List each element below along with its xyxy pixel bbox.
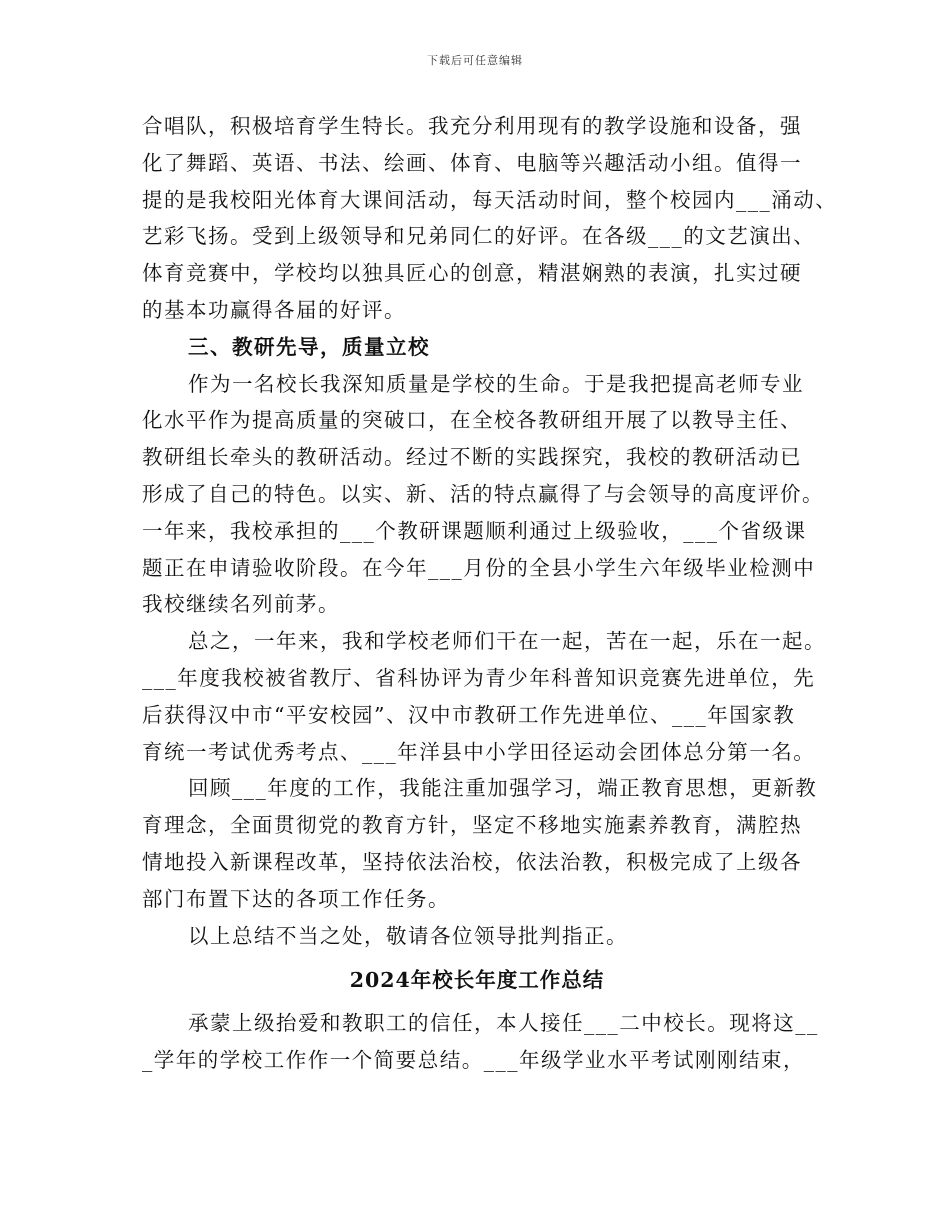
section-heading: 三、教研先导，质量立校 xyxy=(188,334,430,359)
text-line: 承蒙上级抬爱和教职工的信任，本人接任___二中校长。现将这__ xyxy=(188,1011,819,1036)
text-line: 育理念，全面贯彻党的教育方针，坚定不移地实施素养教育，满腔热 xyxy=(142,813,802,838)
text-line: 回顾___年度的工作，我能注重加强学习，端正教育思想，更新教 xyxy=(188,776,818,801)
text-line: 的基本功赢得各届的好评。 xyxy=(142,297,406,322)
paragraph-closing xyxy=(142,918,812,955)
text-line: 作为一名校长我深知质量是学校的生命。于是我把提高老师专业 xyxy=(188,371,804,396)
paragraph-extracurricular xyxy=(142,108,838,329)
text-line: 情地投入新课程改革，坚持依法治校，依法治教，积极完成了上级各 xyxy=(142,849,802,874)
text-line: ___年度我校被省教厅、省科协评为青少年科普知识竞赛先进单位，先 xyxy=(142,665,816,690)
text-line: 育统一考试优秀考点、___年洋县中小学田径运动会团体总分第一名。 xyxy=(142,739,816,764)
text-line: 化了舞蹈、英语、书法、绘画、体育、电脑等兴趣活动小组。值得一 xyxy=(142,150,802,175)
text-line: 我校继续名列前茅。 xyxy=(142,592,340,617)
text-line: 艺彩飞扬。受到上级领导和兄弟同仁的好评。在各级___的文艺演出、 xyxy=(142,224,816,249)
header-note: 下载后可任意编辑 xyxy=(427,54,523,67)
text-line: 一年来，我校承担的___个教研课题顺利通过上级验收，___个省级课 xyxy=(142,518,807,543)
paragraph-review xyxy=(142,770,818,917)
text-line: 以上总结不当之处，敬请各位领导批判指正。 xyxy=(188,923,628,948)
document-body xyxy=(142,108,838,1079)
text-line: 后获得汉中市“平安校园”、汉中市教研工作先进单位、___年国家教 xyxy=(142,702,796,727)
text-line: 体育竞赛中，学校均以独具匠心的创意，精湛娴熟的表演，扎实过硬 xyxy=(142,261,802,286)
paragraph-teaching-research xyxy=(142,366,824,624)
text-line: 合唱队，积极培育学生特长。我充分利用现有的教学设施和设备，强 xyxy=(142,114,802,138)
text-line: 题正在申请验收阶段。在今年___月份的全县小学生六年级毕业检测中 xyxy=(142,555,816,580)
text-line: 形成了自己的特色。以实、新、活的特点赢得了与会领导的高度评价。 xyxy=(142,481,824,506)
paragraph-summary xyxy=(142,623,826,770)
text-line: 部门布置下达的各项工作任务。 xyxy=(142,886,450,911)
text-line: 提的是我校阳光体育大课间活动，每天活动时间，整个校园内___涌动、 xyxy=(142,187,838,212)
text-line: 化水平作为提高质量的突破口，在全校各教研组开展了以教导主任、 xyxy=(142,408,802,433)
text-line: 教研组长牵头的教研活动。经过不断的实践探究，我校的教研活动已 xyxy=(142,445,802,470)
text-line: 总之，一年来，我和学校老师们干在一起，苦在一起，乐在一起。 xyxy=(188,629,826,654)
document-title: 2024年校长年度工作总结 xyxy=(349,968,605,993)
text-line: _学年的学校工作作一个简要总结。___年级学业水平考试刚刚结束， xyxy=(142,1047,805,1072)
paragraph-intro xyxy=(142,1005,819,1079)
